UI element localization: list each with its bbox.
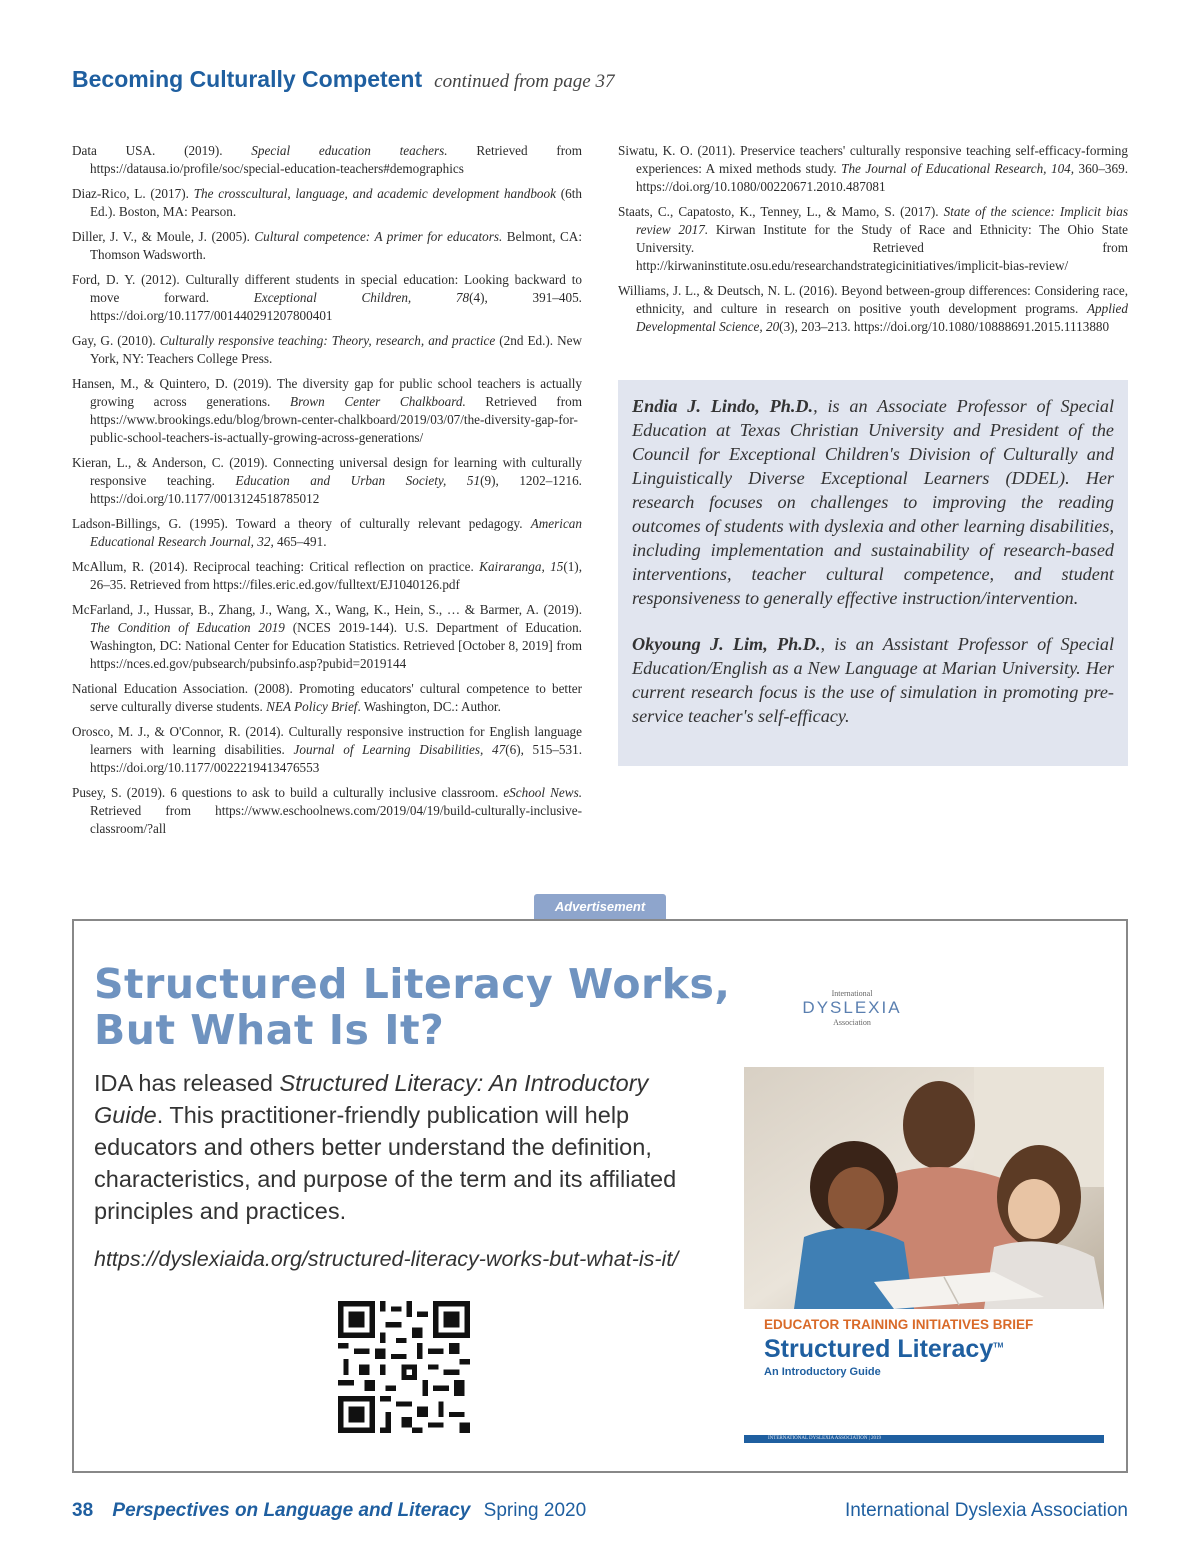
author-name: Okyoung J. Lim, Ph.D. [632,634,821,654]
reference-entry: Data USA. (2019). Special education teachers. Retrieved from https://datausa.io/profile/soc/special-education-teachers#demographics [72,143,582,176]
reference-entry: Diaz-Rico, L. (2017). The crosscultural, language, and academic development handbook (6th Ed.). Boston, MA: Pearson. [72,186,583,219]
cover-subtitle: An Introductory Guide [764,1366,881,1378]
reference-entry: National Education Association. (2008). Promoting educators' cultural competence to better serve culturally diverse students. NEA Policy Brief. Washington, DC.: Author. [72,681,582,714]
author-name: Endia J. Lindo, Ph.D. [632,396,814,416]
page-footer [72,1500,1128,1522]
cover-footer-band: INTERNATIONAL DYSLEXIA ASSOCIATION | 2019 [744,1435,1104,1443]
reference-entry: Diller, J. V., & Moule, J. (2005). Cultural competence: A primer for educators. Belmont, CA: Thomson Wadsworth. [72,229,582,262]
reference-entry: Pusey, S. (2019). 6 questions to ask to build a culturally inclusive classroom. eSchool News. Retrieved from https://www.eschoolnews.com/2019/04/19/build-culturally-inclusive-classroom/?all [72,785,583,836]
ad-headline: Structured Literacy Works, But What Is It? [94,960,731,1054]
reference-entry: McFarland, J., Hussar, B., Zhang, J., Wang, X., Wang, K., Hein, S., … & Barmer, A. (2019). The Condition of Education 2019 (NCES 2019-144). U.S. Department of Education. Washington, DC: National Center for Education Statistics. Retrieved [October 8, 2019] from https://nces.ed.gov/pubsearch/pubsinfo.asp?pubid=2019144 [72,602,582,671]
advertisement-label: Advertisement [534,894,666,919]
reference-entry: McAllum, R. (2014). Reciprocal teaching: Critical reflection on practice. Kairaranga, 15(1), 26–35. Retrieved from https://files.eric.ed.gov/fulltext/EJ1040126.pdf [72,559,582,592]
issue-season: Spring 2020 [483,1500,587,1521]
reference-entry: Orosco, M. J., & O'Connor, R. (2014). Culturally responsive instruction for English language learners with learning disabilities. Journal of Learning Disabilities, 47(6), 515–531. https://doi.org/10.1177/0022219413476553 [72,724,583,775]
article-title: Becoming Culturally Competent [72,66,423,92]
reference-entry: Ladson-Billings, G. (1995). Toward a theory of culturally relevant pedagogy. American Educational Research Journal, 32, 465–491. [72,516,582,549]
references-right-column [618,142,1128,343]
cover-photo [744,1067,1104,1309]
reference-entry: Gay, G. (2010). Culturally responsive teaching: Theory, research, and practice (2nd Ed.). New York, NY: Teachers College Press. [72,333,582,366]
references-left-column [72,142,582,845]
continued-note: continued from page 37 [434,71,615,92]
reference-entry: Hansen, M., & Quintero, D. (2019). The diversity gap for public school teachers is actually growing across generations. Brown Center Chalkboard. Retrieved from https://www.brookings.edu/blog/brown-center-chalkboard/2019/03/07/the-diversity-gap-for-public-school-teachers-is-actually-growing-across-generations/ [72,376,582,445]
ad-url-link[interactable]: https://dyslexiaida.org/structured-literacy-works-but-what-is-it/ [94,1247,679,1271]
journal-title: Perspectives on Language and Literacy [112,1500,471,1521]
advertisement-box [72,919,1128,1473]
reference-entry: Kieran, L., & Anderson, C. (2019). Connecting universal design for learning with culturally responsive teaching. Education and Urban Society, 51(9), 1202–1216. https://doi.org/10.1177/0013124518785012 [72,455,582,506]
page-number: 38 [72,1500,94,1521]
author-bio: Okyoung J. Lim, Ph.D., is an Assistant Professor of Special Education/English as a New Language at Marian University. Her current research focus is the use of simulation in promoting pre-service teacher's self-efficacy. [632,634,1115,726]
author-bio: Endia J. Lindo, Ph.D., is an Associate Professor of Special Education at Texas Christian University and President of the Council for Exceptional Children's Division of Culturally and Linguistically Diverse Exceptional Learners (DDEL). Her research focuses on challenges to improving the reading outcomes of students with dyslexia and other learning disabilities, including implementation and sustainability of research-based interventions, teacher cultural competence, and student responsiveness to generally effective instruction/intervention. [632,396,1115,608]
ida-logo: International DYSLEXIA Association [802,989,902,1027]
cover-kicker: EDUCATOR TRAINING INITIATIVES BRIEF [764,1317,1034,1332]
organization-name: International Dyslexia Association [844,1500,1128,1521]
publication-cover [744,981,1104,1451]
reference-entry: Williams, J. L., & Deutsch, N. L. (2016). Beyond between-group differences: Considering race, ethnicity, and culture in research on positive youth development programs. Applied Developmental Science, 20(3), 203–213. https://doi.org/10.1080/10888691.2015.1113880 [618,283,1128,334]
author-bio-box [618,380,1128,766]
ad-body-text: IDA has released Structured Literacy: An Introductory Guide. This practitioner-friendly publication will help educators and others better understand the definition, characteristics, and purpose of the term and its affiliated principles and practices. [94,1070,677,1224]
cover-title: Structured Literacy™ [764,1335,1004,1363]
running-header [72,66,614,93]
reference-entry: Siwatu, K. O. (2011). Preservice teachers' culturally responsive teaching self-efficacy-forming experiences: A mixed methods study. The Journal of Educational Research, 104, 360–369. https://doi.org/10.1080/00220671.2010.487081 [618,143,1129,194]
reference-entry: Ford, D. Y. (2012). Culturally different students in special education: Looking backward to move forward. Exceptional Children, 78(4), 391–405. https://doi.org/10.1177/001440291207800401 [72,272,582,323]
reference-entry: Staats, C., Capatosto, K., Tenney, L., & Mamo, S. (2017). State of the science: Implicit bias review 2017. Kirwan Institute for the Study of Race and Ethnicity: The Ohio State University. Retrieved from http://kirwaninstitute.osu.edu/researchandstrategicinitiatives/implicit-bias-review/ [618,204,1128,273]
qr-code-icon[interactable] [338,1301,470,1433]
